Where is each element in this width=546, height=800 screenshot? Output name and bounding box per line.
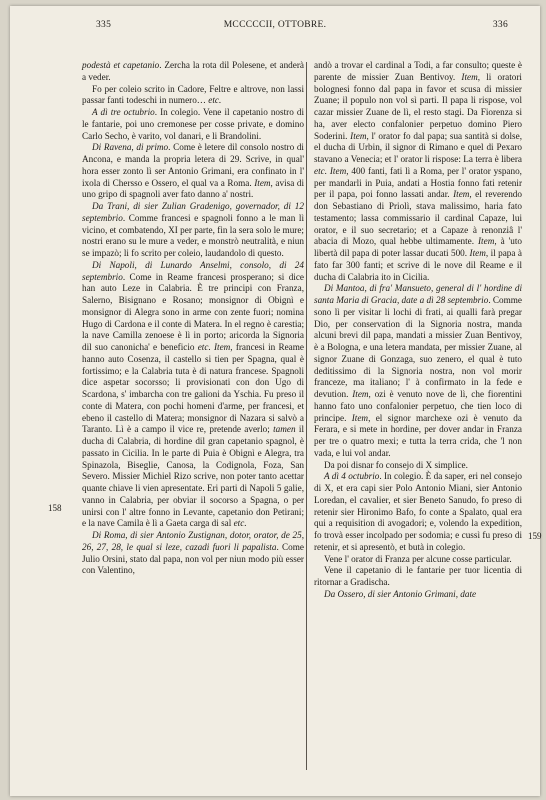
text-run: . Come in Reame francesi prosperano; si dice han auto Leze in Calabria. È tre principi con Franza, Salerno, Bisignano e Rosano; monsignor di Obignì e monsignor di Alegra sono in arme con zente fuori; nomina Hugo di Cardona e il conte di Matera. In el regno è carestia; la nave Camilla zenoese è lì in porto; aricorda la Signoria dil suo canonicha' e beneficio xyxy=(82,271,304,352)
paragraph xyxy=(314,283,522,459)
italic-text: Item xyxy=(254,177,271,188)
text-run: Fo per coleio scrito in Cadore, Feltre e altrove, non lassi passar fanti todeschi in numero… xyxy=(82,83,304,106)
text-run: il ducha di Calabria, di hordine dil gran capetanio spagnol, è passato in Cicilia. In le parte di Puia è Obignì e Alegra, tra Spinazola, Biseglie, Canosa, la Codignola, Foza, San Severo. Missier Michiel Rizo scrive, non poter tanto acettar quante chiave li vien apresentate. Eri parti di Napoli 5 galie, vanno in Calabria, per obviar il socorso a Spagna, o per unirsi con l' altre fonno in Levante, capetanio don Petirani; e la nave Camila è lì a Gaeta carga di sal xyxy=(82,424,304,529)
paragraph xyxy=(314,565,522,589)
paragraph xyxy=(82,530,304,577)
left-page-number: 335 xyxy=(96,20,112,30)
text-run: , francesi in Reame hanno auto Cosenza, il castello si tien per Spagna, qual è fortissimo; e la Calabria tuta è di natura francese. Spagnoli dice aspetar socorsso; li provisionati con don Ugo di Scardona, s' imbarcha con tre galioni da Yschia. Fu preso il conte di Matera, con pochi homeni d'arme, per francesi, et ebeno il castello di Matera; monsignor di Nazara si salvò a Taranto. Lì è a campo il vice re, pretende averlo; xyxy=(82,342,304,435)
paragraph xyxy=(82,260,304,530)
text-run: , el signor marchexe ozi è venuto da Ferara, e si mete in hordine, per dover andar in Franza per tre o quatro mexi; e tutta la terra crida, che 'l non vada, e lui vol andar. xyxy=(314,412,522,458)
text-run: Vene l' orator di Franza per alcune cosse particular. xyxy=(324,553,512,564)
paragraph xyxy=(82,107,304,142)
paragraph xyxy=(82,142,304,201)
italic-text: A dì 4 octubrio xyxy=(324,471,380,482)
paragraph xyxy=(314,460,522,472)
text-run: . In colegio. È da saper, eri nel consejo di X, et era capi sier Polo Antonio Miani, sier Antonio Loredan, el cavalier, et sier Beneto Sanudo, fo preso di retenir sier Hironimo Bafo, fo conte a Spalato, qual era qui a requisition di avogadori; e, volendo la expedition, fo trovà esser incolpado per sodomia; e cussì fu preso di retenir, et si apresentò, et butà in colegio. xyxy=(314,471,522,552)
text-run: Vene il capetanio di le fantarie per tuor licentia di ritornar a Gradischa. xyxy=(314,565,522,587)
paragraph xyxy=(314,589,522,601)
italic-text: Di Roma, di sier Antonio Zustignan, dotor, orator, de 25, 26, 27, 28, le qual si leze, cazadi fuori li papalista xyxy=(82,530,304,552)
paragraph xyxy=(314,471,522,553)
text-run: , 400 fanti, fati lì a Roma, per l' orator yspano, per mandarli in Puia, andati a Hostia fonno fati retenir per il papa, poi fonno lassati andar. xyxy=(314,165,522,200)
text-run: , il papa à fato far 300 fanti; et scrive di le nove dil Reame e il ducha di Calabria ito in Cicilia. xyxy=(314,248,522,282)
paragraph xyxy=(82,84,304,108)
page-header xyxy=(24,20,526,34)
italic-text: tamen xyxy=(273,424,296,435)
italic-text: podestà et capetanio xyxy=(82,60,160,70)
text-run: , à 'uto libertà dil papa di poter lassar ducati 500. xyxy=(314,236,522,258)
text-run: andò a trovar el cardinal a Todi, a far consulto; queste è parente de missier Zuan Bentivoy. xyxy=(314,60,522,82)
italic-text: Item xyxy=(350,130,367,141)
italic-text: etc. Item xyxy=(197,342,231,352)
paragraph xyxy=(314,554,522,566)
text-run: , avisa di uno gripo di spagnoli aver fato danno a' nostri. xyxy=(82,177,305,200)
text-run: , el reverendo don Sebastiano di Priolì, stava malissimo, haria fato testamento; lassa commissario il cardinal Capaze, lui orator, e il suo secretario; et a Capaze à renonziâ l' abacia di Mozo, qual hebbe ultimamente. xyxy=(314,189,522,247)
italic-text: Item xyxy=(469,248,486,258)
italic-text: Da Ossero, di sier Antonio Grimani, date xyxy=(324,588,477,599)
book-page xyxy=(10,6,540,796)
italic-text: etc. xyxy=(208,95,222,106)
text-run: Da poi disnar fo consejo di X simplice. xyxy=(324,459,468,470)
text-run: , ozi è venuto nove de lì, che fiorentini hanno fato uno confalonier perpetuo, che tien loco di principe. xyxy=(314,389,522,423)
italic-text: Da Trani, di sier Zulian Gradenigo, governador, di 12 septembrio xyxy=(82,201,304,223)
text-run: , li oratori bolognesi fonno dal papa in favor et scusa di missier Zuane; il populo non vol sì parti. Il papa li rispose, vol cazar missier Zuane de lì, el resto stagi. Da Fiorenza si ha, aver electo confalonier perpetuo domino Piero Soderini. xyxy=(314,71,522,141)
paragraph xyxy=(82,60,304,84)
margin-number-right: 159 xyxy=(528,531,542,541)
italic-text: Di Napoli, di Lunardo Anselmi, consolo, di 24 septembrio xyxy=(82,259,304,282)
text-run: . Come è letere dil consolo nostro di Ancona, e manda la propria letera di 29. Scrive, in qual' hora esser zonto lì ser Antonio Grimani, era confinato in l' ixola di Chersso e Ossero, el qual va a Roma. xyxy=(82,142,304,188)
italic-text: etc. xyxy=(233,518,247,529)
right-page-number: 336 xyxy=(492,20,508,30)
italic-text: Item xyxy=(478,236,495,247)
italic-text: Item xyxy=(453,189,470,200)
right-column xyxy=(314,60,522,601)
italic-text: Item xyxy=(351,412,369,423)
italic-text: A dì tre octubrio xyxy=(92,107,155,117)
paragraph xyxy=(82,201,304,260)
margin-number-left: 158 xyxy=(48,503,62,513)
text-run: , l' orator fo dal papa; sua santità si dolse, el ducha di Urbin, il signor di Rimano e quel di Pexaro stavano a Venecia; et l' orator li rispose: La terra è libera xyxy=(314,130,523,164)
paragraph xyxy=(314,60,522,283)
running-title: MCCCCCII, OTTOBRE. xyxy=(223,20,327,30)
italic-text: etc. Item xyxy=(314,165,347,176)
text-run: . Come Julio Orsini, stato dal papa, non vol per niun modo più esser con Valentino, xyxy=(82,541,304,576)
italic-text: Item xyxy=(352,389,369,399)
text-run: . Comme francesi e spagnoli fonno a le man lì vicino, et combatendo, XI per parte, fin la sera solo le mure; nostri erano su le mure a veder, e monstrò neutralità, e niun se impazò; li fo scrito per coleio, laudandolo di questo. xyxy=(82,212,304,258)
column-divider xyxy=(306,62,307,770)
left-column xyxy=(82,60,304,577)
text-run: . In colegio. Vene il capetanio nostro di le fantarie, poi uno cremonese per cosse private, e domino Carlo Secho, è varito, vol danari, e li Brandolini. xyxy=(82,107,305,141)
italic-text: Di Ravena, di primo xyxy=(92,142,169,153)
italic-text: Item xyxy=(461,71,478,82)
text-run: . Comme sono lì per visitar li lochi di frati, ai qualli farà pregar Dio, per conservation di la Signoria nostra, manda alcuni brevi dil papa, mandati a missier Zuan Bentivoy, è a Bologna, e una letera mandata, per missier Zuane, al signor Zuane di Gonzaga, suo zenero, el qual è tuto deditissimo di la Signoria nostra, non vol morir franceze, ma italiano; l' à confirmato in la fede e devution. xyxy=(314,295,522,399)
text-run: . Zercha la rota dil Polesene, et anderà a veder. xyxy=(82,60,304,82)
italic-text: Di Mantoa, di fra' Mansueto, general di l' hordine di santa Maria di Gracia, date a dì 28 septembrio xyxy=(314,283,522,305)
